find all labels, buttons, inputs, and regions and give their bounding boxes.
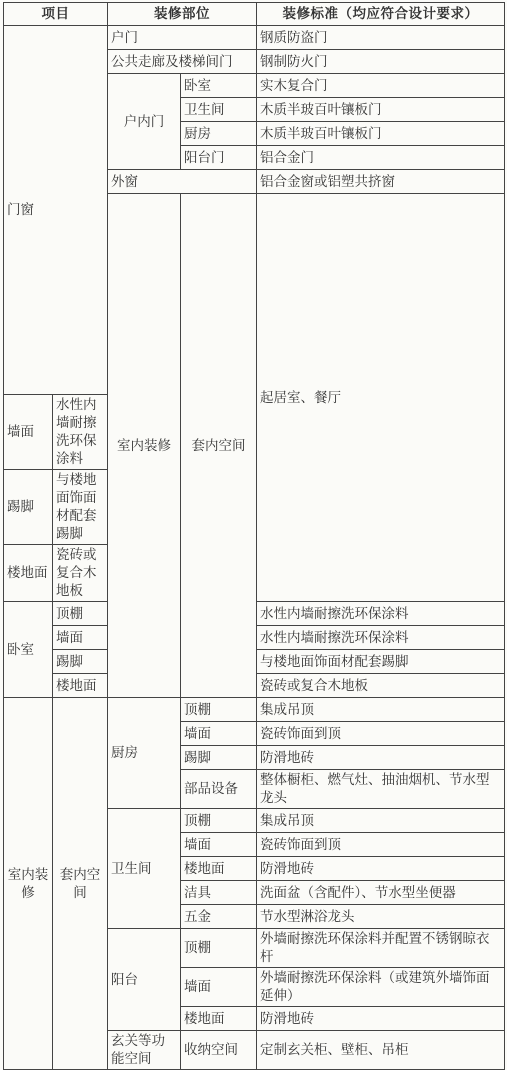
subcategory-interior-a: 套内空间 <box>181 194 257 698</box>
part-cell: 楼地面 <box>181 857 257 881</box>
standard-cell: 水性内墙耐擦洗环保涂料 <box>257 602 505 626</box>
standard-cell: 防滑地砖 <box>257 857 505 881</box>
part-cell: 踢脚 <box>181 746 257 770</box>
part-cell: 收纳空间 <box>181 1031 257 1070</box>
standard-cell: 实木复合门 <box>257 74 505 98</box>
standard-cell: 集成吊顶 <box>257 698 505 722</box>
category-interior-b: 室内装修 <box>4 698 53 1070</box>
part-cell: 五金 <box>181 905 257 929</box>
part-cell: 部品设备 <box>181 770 257 809</box>
category-interior-a: 室内装修 <box>108 194 181 698</box>
part-cell: 顶棚 <box>181 698 257 722</box>
part-cell: 外窗 <box>108 170 257 194</box>
header-row <box>4 3 505 26</box>
standard-cell: 与楼地面饰面材配套踢脚 <box>257 650 505 674</box>
standard-cell: 整体橱柜、燃气灶、抽油烟机、节水型龙头 <box>257 770 505 809</box>
table-row <box>4 26 505 50</box>
group-kitchen: 厨房 <box>108 698 181 809</box>
category-doors-windows: 门窗 <box>4 26 108 395</box>
part-cell: 公共走廊及楼梯间门 <box>108 50 257 74</box>
part-cell: 墙面 <box>181 968 257 1007</box>
standard-cell: 钢质防盗门 <box>257 26 505 50</box>
group-living: 起居室、餐厅 <box>257 194 505 602</box>
part-cell: 墙面 <box>181 722 257 746</box>
part-cell: 墙面 <box>4 395 53 470</box>
part-cell: 顶棚 <box>181 809 257 833</box>
group-interior-door: 户内门 <box>108 74 181 170</box>
standard-cell: 木质半玻百叶镶板门 <box>257 98 505 122</box>
standard-cell: 外墙耐擦洗环保涂料（或建筑外墙饰面延伸） <box>257 968 505 1007</box>
part-cell: 卧室 <box>181 74 257 98</box>
group-bathroom: 卫生间 <box>108 809 181 929</box>
standard-cell: 节水型淋浴龙头 <box>257 905 505 929</box>
standard-cell: 铝合金窗或铝塑共挤窗 <box>257 170 505 194</box>
standard-cell: 外墙耐擦洗环保涂料并配置不锈钢晾衣杆 <box>257 929 505 968</box>
part-cell: 墙面 <box>53 626 108 650</box>
standard-cell: 瓷砖饰面到顶 <box>257 833 505 857</box>
part-cell: 厨房 <box>181 122 257 146</box>
part-cell: 楼地面 <box>4 545 53 602</box>
standard-cell: 水性内墙耐擦洗环保涂料 <box>257 626 505 650</box>
part-cell: 楼地面 <box>181 1007 257 1031</box>
part-cell: 卫生间 <box>181 98 257 122</box>
group-balcony: 阳台 <box>108 929 181 1031</box>
part-cell: 顶棚 <box>53 602 108 626</box>
standard-cell: 定制玄关柜、壁柜、吊柜 <box>257 1031 505 1070</box>
group-entry: 玄关等功能空间 <box>108 1031 181 1070</box>
part-cell: 顶棚 <box>181 929 257 968</box>
standard-cell: 瓷砖饰面到顶 <box>257 722 505 746</box>
part-cell: 楼地面 <box>53 674 108 698</box>
part-cell: 踢脚 <box>4 470 53 545</box>
standard-cell: 木质半玻百叶镶板门 <box>257 122 505 146</box>
standard-cell: 防滑地砖 <box>257 746 505 770</box>
standard-cell: 瓷砖或复合木地板 <box>53 545 108 602</box>
part-cell: 踢脚 <box>53 650 108 674</box>
group-bedroom: 卧室 <box>4 602 53 698</box>
header-part: 装修部位 <box>108 3 257 26</box>
standard-cell: 与楼地面饰面材配套踢脚 <box>53 470 108 545</box>
standard-cell: 洗面盆（含配件）、节水型坐便器 <box>257 881 505 905</box>
standard-cell: 水性内墙耐擦洗环保涂料 <box>53 395 108 470</box>
header-standard: 装修标准（均应符合设计要求） <box>257 3 505 26</box>
part-cell: 户门 <box>108 26 257 50</box>
part-cell: 阳台门 <box>181 146 257 170</box>
standard-cell: 防滑地砖 <box>257 1007 505 1031</box>
standard-cell: 铝合金门 <box>257 146 505 170</box>
header-item: 项目 <box>4 3 108 26</box>
standard-cell: 集成吊顶 <box>257 809 505 833</box>
part-cell: 洁具 <box>181 881 257 905</box>
standard-cell: 瓷砖或复合木地板 <box>257 674 505 698</box>
standard-cell: 钢制防火门 <box>257 50 505 74</box>
decoration-standard-table <box>3 2 505 1070</box>
subcategory-interior-b: 套内空间 <box>53 698 108 1070</box>
part-cell: 墙面 <box>181 833 257 857</box>
